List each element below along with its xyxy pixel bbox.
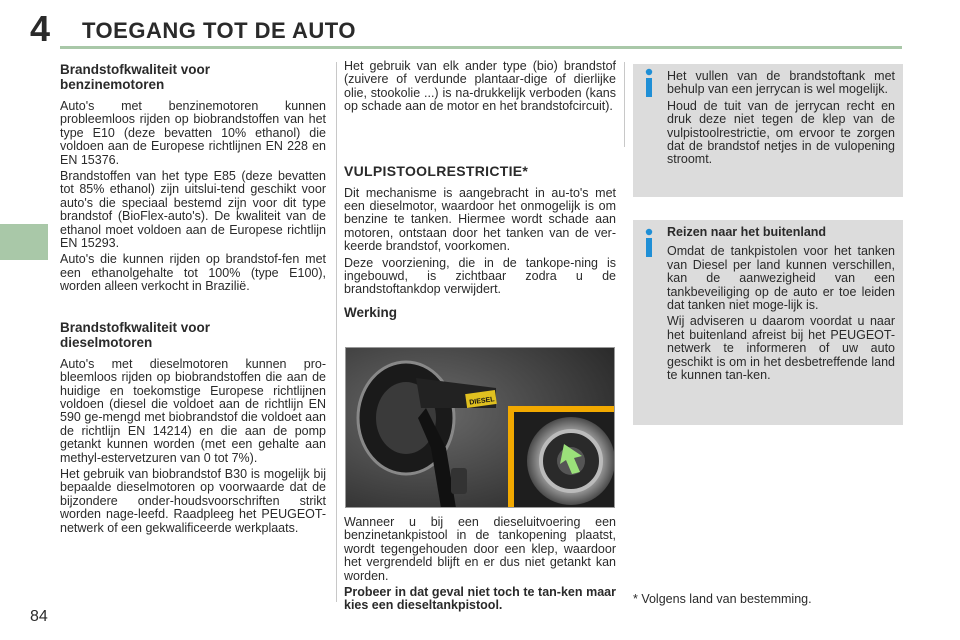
petrol-paragraph-2: Brandstoffen van het type E85 (deze bevatten tot 85% ethanol) zijn uitslui-tend geschikt voor auto's die speciaal bestemd zijn voor dit type brandstof (BioFlex-auto's). De kwaliteit van de ethanol moet voldoen aan de Europese richtlijn EN 15293.: [60, 169, 326, 251]
info-box-jerrycan: [633, 64, 903, 197]
diesel-paragraph-2: Het gebruik van biobrandstof B30 is mogelijk bij bepaalde dieselmotoren op voorwaarde dat de bijzondere onder-houdsvoorschriften strikt worden nage-leefd. Raadpleeg het PEUGEOT-netwerk of een gekwalificeerde werkplaats.: [60, 466, 326, 535]
operation-paragraph-1: Wanneer u bij een dieseluitvoering een benzinetankpistool in de tankopening plaatst, wordt tegengehouden door een klep, waardoor het vergrendeld blijft en er dus niet getankt kan worden.: [344, 515, 616, 583]
middle-column: [344, 60, 616, 328]
info-icon: [641, 68, 657, 98]
travel-paragraph-2: Wij adviseren u daarom voordat u naar het buitenland afreist bij het PEUGEOT-netwerk te informeren of uw auto geschikt is om in het desbetreffende land te kunnen tan-ken.: [667, 314, 895, 383]
fuel-warning-paragraph: Het gebruik van elk ander type (bio) brandstof (zuivere of verdunde plantaar-dige of dierlijke olie, stookolie ...) is na-drukkelijk verboden (kans op schade aan de motor en het brandstofcircuit).: [344, 59, 616, 114]
petrol-paragraph-1: Auto's met benzinemotoren kunnen probleemloos rijden op biobrandstoffen van het type E10 (deze bevatten 10% ethanol) die voldoen aan de Europese richtlijnen EN 228 en EN 15376.: [60, 99, 326, 167]
operation-heading: Werking: [344, 304, 398, 320]
travel-abroad-heading: Reizen naar het buitenland: [667, 225, 827, 239]
nozzle-restriction-heading: VULPISTOOLRESTRICTIE*: [344, 162, 529, 179]
operation-text: [344, 516, 616, 616]
page-number: 84: [30, 608, 48, 625]
operation-paragraph-2: Probeer in dat geval niet toch te tan-ken maar kies een dieseltankpistool.: [344, 585, 616, 613]
jerrycan-paragraph-1: Het vullen van de brandstoftank met behulp van een jerrycan is wel mogelijk.: [667, 69, 895, 97]
fuel-filler-photo: [345, 347, 615, 508]
column-divider-right: [624, 62, 625, 147]
chapter-number: 4: [30, 8, 51, 49]
restriction-paragraph-1: Dit mechanisme is aangebracht in au-to's met een dieselmotor, waardoor het onmogelijk is om benzine te tanken. Hiermee wordt schade aan motoren, ontstaan door het tanken van de ver-keerde brandstof, voorkomen.: [344, 185, 616, 254]
restriction-paragraph-2: Deze voorziening, die in de tankope-ning is ingebouwd, is zichtbaar zodra u de brandstoftankdop verwijdert.: [344, 255, 616, 297]
chapter-side-tab: [0, 224, 48, 260]
petrol-quality-heading: Brandstofkwaliteit voor benzinemotoren: [60, 62, 211, 92]
diesel-quality-heading: Brandstofkwaliteit voor dieselmotoren: [60, 319, 211, 350]
diesel-paragraph-1: Auto's met dieselmotoren kunnen pro-bleemloos rijden op biobrandstoffen die aan de huidige en toekomstige Europese richtlijnen voldoen (diesel die voldoet aan de richtlijn EN 590 ge-mengd met biobrandstof die voldoet aan de richtlijn EN 14214) en die aan de pomp getankt kunnen worden (met een gehalte aan methyl-estervetzuren van 0 tot 7%).: [60, 356, 326, 465]
info-box-abroad: [633, 220, 903, 425]
header-rule: [60, 46, 902, 49]
info-icon: [641, 228, 657, 258]
jerrycan-paragraph-2: Houd de tuit van de jerrycan recht en druk deze niet tegen de klep van de vulpistoolrestrictie, om ervoor te zorgen dat de brandstof netjes in de vulopening stroomt.: [667, 98, 895, 167]
chapter-title: TOEGANG TOT DE AUTO: [82, 18, 356, 43]
left-column: [60, 62, 326, 538]
diesel-label-text: DIESEL: [468, 396, 496, 407]
travel-paragraph-1: Omdat de tankpistolen voor het tanken van Diesel per land kunnen verschillen, kan de aanwezigheid van een tankbeveiliging op de auto er toe leiden dat tanken niet moge-lijk is.: [667, 244, 895, 313]
column-divider-left: [336, 62, 337, 602]
footnote: * Volgens land van bestemming.: [633, 592, 812, 606]
petrol-paragraph-3: Auto's die kunnen rijden op brandstof-fen met een ethanolgehalte tot 100% (type E100), worden alleen verkocht in Brazilië.: [60, 252, 326, 294]
